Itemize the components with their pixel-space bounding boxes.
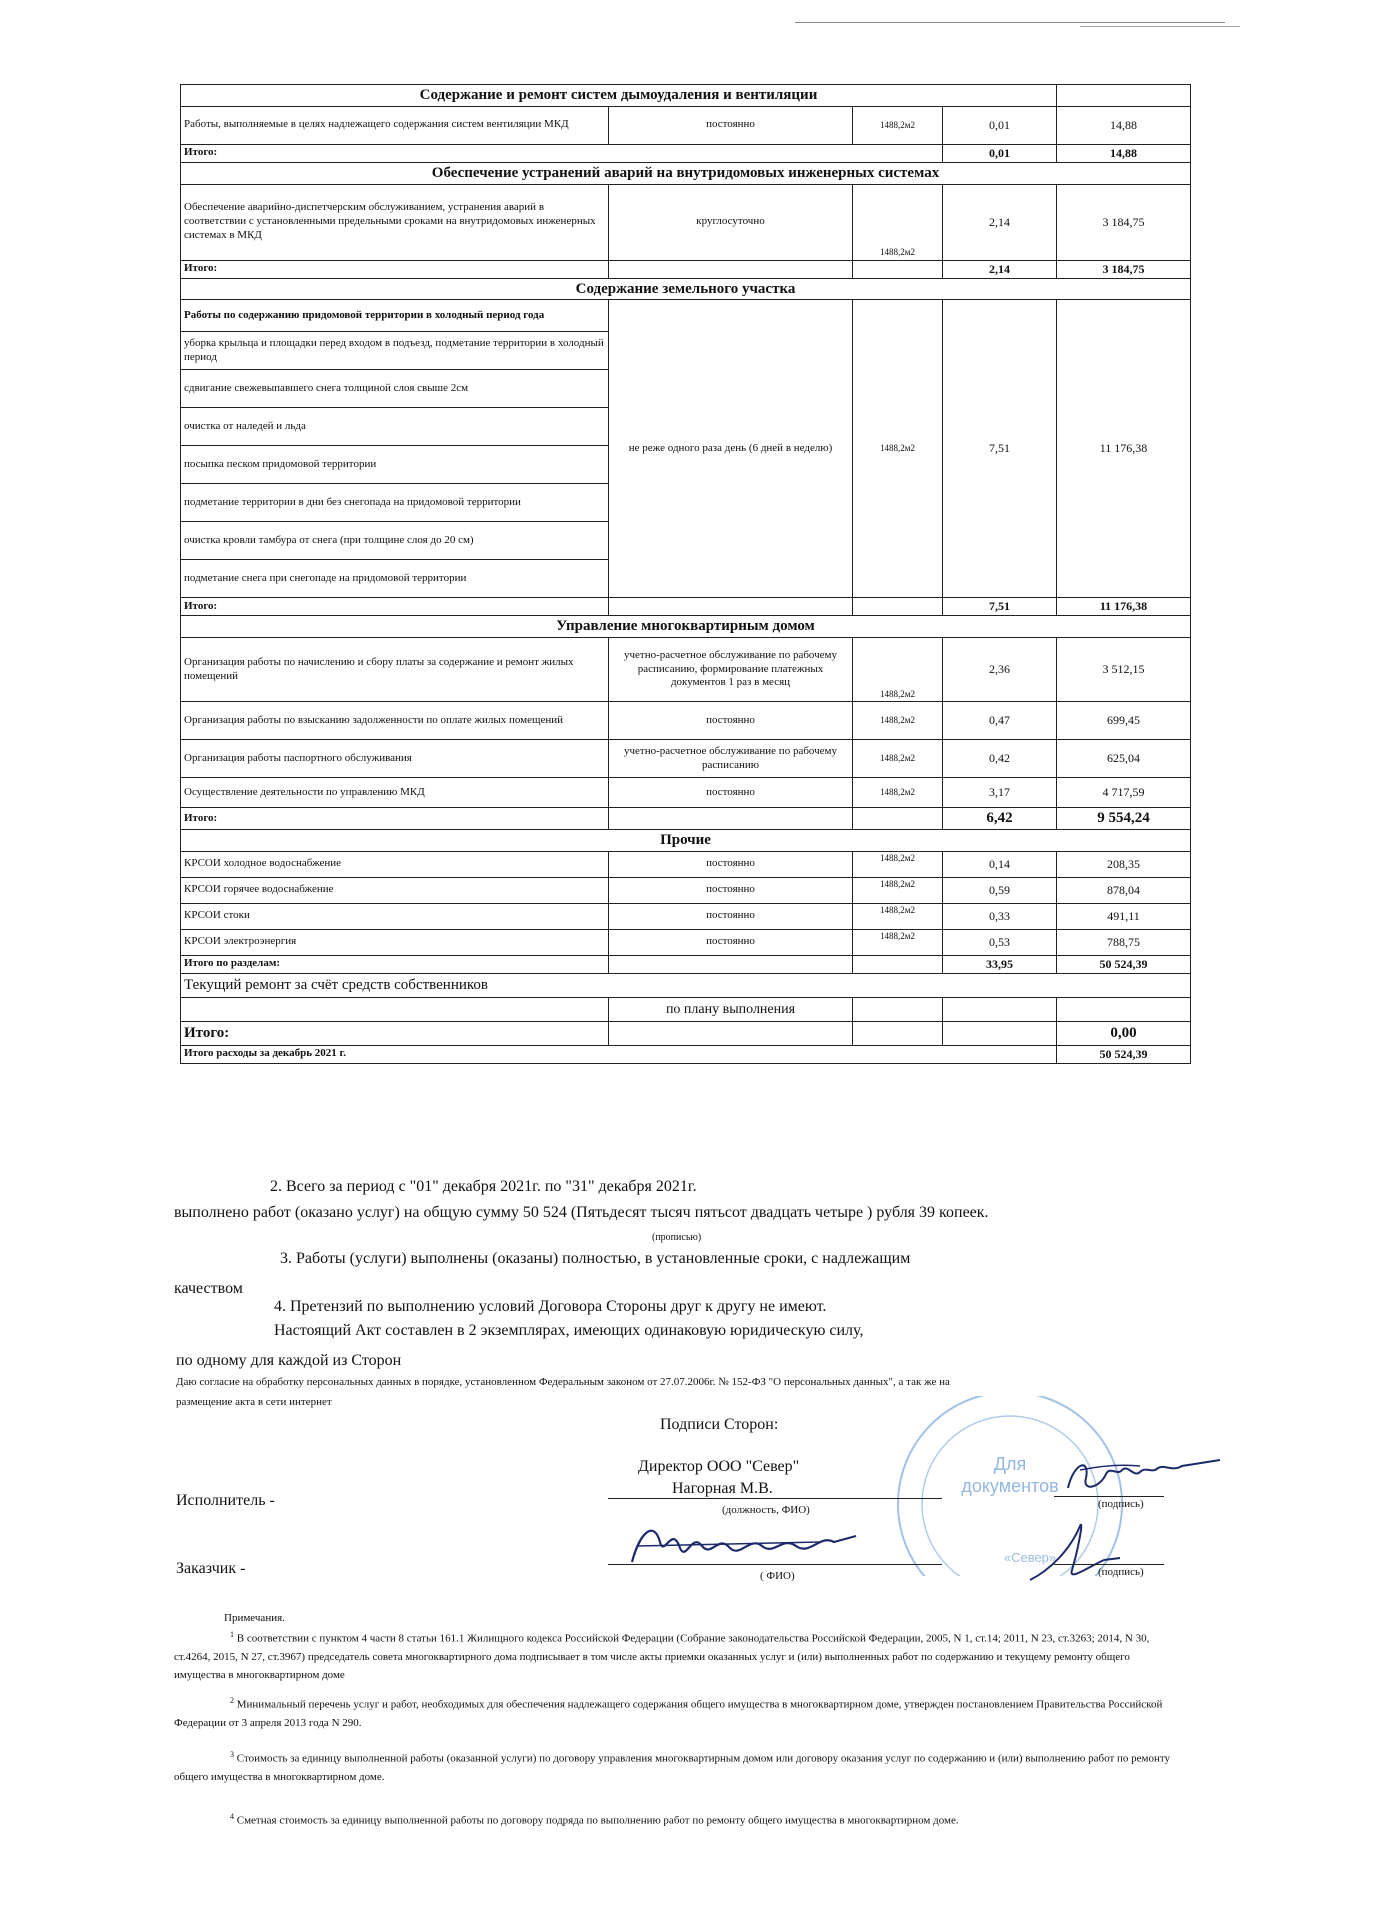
- note-text: Стоимость за единицу выполненной работы (оказанной услуги) по договору управления многоквартирным домом или договору оказания услуг по содержанию и (или) выполнению работ по ремонту общего имущества в многоквартирном доме.: [174, 1752, 1171, 1783]
- section-title: Содержание земельного участка: [181, 278, 1191, 300]
- stamp-text-3: «Север»: [1003, 1550, 1057, 1565]
- table-row: [181, 740, 1191, 778]
- row-freq: постоянно: [609, 778, 853, 808]
- total-label: Итого:: [181, 1021, 609, 1045]
- grand-total-label: Итого расходы за декабрь 2021 г.: [181, 1045, 1057, 1063]
- row-sum: 14,88: [1057, 106, 1191, 144]
- total-row: [181, 598, 1191, 616]
- row-freq: постоянно: [609, 851, 853, 877]
- row-rate: 0,59: [943, 877, 1057, 903]
- row-area: 1488,2м2: [853, 740, 943, 778]
- executor-label: Исполнитель -: [176, 1492, 275, 1509]
- land-item: посыпка песком придомовой территории: [181, 446, 609, 484]
- paragraph-5: Настоящий Акт составлен в 2 экземплярах, имеющих одинаковую юридическую силу,: [274, 1322, 864, 1339]
- row-freq: учетно-расчетное обслуживание по рабочему расписанию, формирование платежных документов 1 раз в месяц: [609, 638, 853, 702]
- section-header-smoke: [181, 85, 1191, 107]
- total-sum: 9 554,24: [1057, 808, 1191, 830]
- note-2: [174, 1694, 1184, 1732]
- note-marker: 1: [230, 1630, 234, 1639]
- note-marker: 2: [230, 1696, 234, 1705]
- row-name: Организация работы по взысканию задолженности по оплате жилых помещений: [181, 702, 609, 740]
- total-label: Итого по разделам:: [181, 955, 609, 973]
- signatures-heading: Подписи Сторон:: [660, 1416, 779, 1433]
- director-title: Директор ООО "Север": [638, 1458, 800, 1475]
- executor-line: [608, 1498, 942, 1499]
- row-freq: учетно-расчетное обслуживание по рабочему расписанию: [609, 740, 853, 778]
- section-header-repair: [181, 973, 1191, 997]
- row-freq: постоянно: [609, 702, 853, 740]
- row-name: КРСОИ электроэнергия: [181, 929, 609, 955]
- table-row: [181, 778, 1191, 808]
- section-title: Текущий ремонт за счёт средств собственников: [181, 973, 1191, 997]
- total-row: [181, 808, 1191, 830]
- row-sum: 491,11: [1057, 903, 1191, 929]
- signature-caption-2: (подпись): [1098, 1566, 1144, 1578]
- total-row: [181, 955, 1191, 973]
- total-label: Итого:: [181, 808, 609, 830]
- grand-total-row: [181, 1045, 1191, 1063]
- row-rate: 0,01: [943, 106, 1057, 144]
- section-title: Обеспечение устранений аварий на внутридомовых инженерных системах: [181, 162, 1191, 184]
- row-freq: постоянно: [609, 106, 853, 144]
- grand-total-sum: 50 524,39: [1057, 1045, 1191, 1063]
- paragraph-3-cont: качеством: [174, 1280, 243, 1297]
- fio-caption: ( ФИО): [760, 1570, 795, 1582]
- row-name: Организация работы паспортного обслуживания: [181, 740, 609, 778]
- row-sum: 788,75: [1057, 929, 1191, 955]
- row-name: КРСОИ стоки: [181, 903, 609, 929]
- table-row: [181, 638, 1191, 702]
- propisyu-caption: (прописью): [652, 1232, 702, 1243]
- section-title: Содержание и ремонт систем дымоудаления и вентиляции: [181, 85, 1057, 107]
- paragraph-4: 4. Претензий по выполнению условий Договора Стороны друг к другу не имеют.: [274, 1298, 827, 1315]
- row-freq: постоянно: [609, 903, 853, 929]
- customer-signature-line: [1054, 1564, 1164, 1565]
- row-area: 1488,2м2: [853, 877, 943, 903]
- stamp-text-2: документов: [961, 1476, 1059, 1496]
- note-1: [174, 1628, 1184, 1684]
- total-rate: 7,51: [943, 598, 1057, 616]
- note-4: [174, 1810, 1184, 1830]
- land-rate: 7,51: [943, 300, 1057, 598]
- total-sum: 3 184,75: [1057, 260, 1191, 278]
- row-rate: 2,36: [943, 638, 1057, 702]
- row-rate: 2,14: [943, 184, 1057, 260]
- note-marker: 3: [230, 1750, 234, 1759]
- act-table: [180, 84, 1191, 1064]
- row-area: 1488,2м2: [853, 638, 943, 702]
- land-item: очистка кровли тамбура от снега (при толщине слоя до 20 см): [181, 522, 609, 560]
- row-sum: 3 512,15: [1057, 638, 1191, 702]
- total-sum: 14,88: [1057, 144, 1191, 162]
- land-item: подметание территории в дни без снегопада на придомовой территории: [181, 484, 609, 522]
- row-sum: 208,35: [1057, 851, 1191, 877]
- note-3: [174, 1748, 1184, 1786]
- customer-signature: [1020, 1510, 1130, 1590]
- row-freq: круглосуточно: [609, 184, 853, 260]
- total-sum: 0,00: [1057, 1021, 1191, 1045]
- row-name: Организация работы по начислению и сбору платы за содержание и ремонт жилых помещений: [181, 638, 609, 702]
- row-sum: 3 184,75: [1057, 184, 1191, 260]
- land-area: 1488,2м2: [853, 300, 943, 598]
- row-rate: 3,17: [943, 778, 1057, 808]
- row-name: Обеспечение аварийно-диспетчерским обслуживанием, устранения аварий в соответствии с установленными предельными сроками на внутридомовых инженерных системах в МКД: [181, 184, 609, 260]
- row-area: 1488,2м2: [853, 929, 943, 955]
- row-sum: 4 717,59: [1057, 778, 1191, 808]
- row-area: 1488,2м2: [853, 903, 943, 929]
- row-name: Работы, выполняемые в целях надлежащего содержания систем вентиляции МКД: [181, 106, 609, 144]
- land-sum: 11 176,38: [1057, 300, 1191, 598]
- paragraph-3: 3. Работы (услуги) выполнены (оказаны) полностью, в установленные сроки, с надлежащим: [280, 1250, 911, 1267]
- total-label: Итого:: [181, 260, 609, 278]
- table-row: [181, 702, 1191, 740]
- consent-text: Даю согласие на обработку персональных данных в порядке, установленном Федеральным законом от 27.07.2006г. № 152-ФЗ "О персональных данных", а так же на: [176, 1376, 950, 1388]
- executor-signature: [1060, 1448, 1230, 1500]
- note-marker: 4: [230, 1812, 234, 1821]
- signature-caption: (подпись): [1098, 1498, 1144, 1510]
- total-rate: 2,14: [943, 260, 1057, 278]
- paragraph-2: 2. Всего за период с "01" декабря 2021г. по "31" декабря 2021г.: [270, 1178, 697, 1195]
- table-row: [181, 851, 1191, 877]
- row-rate: 0,42: [943, 740, 1057, 778]
- paragraph-2-cont: выполнено работ (оказано услуг) на общую сумму 50 524 (Пятьдесят тысяч пятьсот двадцать четыре ) рубля 39 копеек.: [174, 1204, 989, 1221]
- section-header-emergency: [181, 162, 1191, 184]
- row-area: 1488,2м2: [853, 702, 943, 740]
- row-area: 1488,2м2: [853, 106, 943, 144]
- total-row: [181, 260, 1191, 278]
- total-rate: 0,01: [943, 144, 1057, 162]
- land-item: подметание снега при снегопаде на придомовой территории: [181, 560, 609, 598]
- land-freq: не реже одного раза день (6 дней в неделю): [609, 300, 853, 598]
- row-freq: постоянно: [609, 929, 853, 955]
- row-name: КРСОИ холодное водоснабжение: [181, 851, 609, 877]
- row-rate: 0,33: [943, 903, 1057, 929]
- total-row: [181, 144, 1191, 162]
- section-header-land: [181, 278, 1191, 300]
- row-rate: 0,14: [943, 851, 1057, 877]
- row-area: 1488,2м2: [853, 851, 943, 877]
- customer-label: Заказчик -: [176, 1560, 246, 1577]
- table-row: [181, 300, 1191, 332]
- total-label: Итого:: [181, 144, 943, 162]
- land-item: очистка от наледей и льда: [181, 408, 609, 446]
- customer-line: [608, 1564, 942, 1565]
- row-freq: постоянно: [609, 877, 853, 903]
- row-name: Осуществление деятельности по управлению МКД: [181, 778, 609, 808]
- position-caption: (должность, ФИО): [722, 1504, 810, 1516]
- row-rate: 0,53: [943, 929, 1057, 955]
- director-name: Нагорная М.В.: [672, 1480, 773, 1497]
- customer-name-handwritten: [620, 1512, 870, 1572]
- land-item: уборка крыльца и площадки перед входом в подъезд, подметание территории в холодный период: [181, 332, 609, 370]
- table-row: [181, 997, 1191, 1021]
- note-text: Минимальный перечень услуг и работ, необходимых для обеспечения надлежащего содержания общего имущества в многоквартирном доме, утвержден постановлением Правительства Российской Федерации от 3 апреля 2013 года N 290.: [174, 1698, 1163, 1729]
- row-sum: 699,45: [1057, 702, 1191, 740]
- notes-title: Примечания.: [224, 1612, 285, 1624]
- row-sum: 625,04: [1057, 740, 1191, 778]
- total-rate: 33,95: [943, 955, 1057, 973]
- total-sum: 50 524,39: [1057, 955, 1191, 973]
- note-text: Сметная стоимость за единицу выполненной работы по договору подряда по выполнению работ по ремонту общего имущества в многоквартирном доме.: [236, 1814, 959, 1827]
- table-row: [181, 877, 1191, 903]
- consent-text-cont: размещение акта в сети интернет: [176, 1396, 332, 1408]
- row-area: 1488,2м2: [853, 778, 943, 808]
- total-label: Итого:: [181, 598, 609, 616]
- land-item: сдвигание свежевыпавшего снега толщиной слоя свыше 2см: [181, 370, 609, 408]
- total-row: [181, 1021, 1191, 1045]
- top-rule: [795, 22, 1225, 23]
- repair-freq: по плану выполнения: [609, 997, 853, 1021]
- total-sum: 11 176,38: [1057, 598, 1191, 616]
- table-row: [181, 106, 1191, 144]
- row-area: 1488,2м2: [853, 184, 943, 260]
- section-header-management: [181, 616, 1191, 638]
- note-text: В соответствии с пунктом 4 части 8 статьи 161.1 Жилищного кодекса Российской Федерации (Собрание законодательства Российской Федерации, 2005, N 1, ст.14; 2011, N 23, ст.3263; 2014, N 30, ст.4264, 2015, N 27, ст.3967) председатель совета многоквартирного дома подписывает в том числе акты приемки оказанных услуг и (или) выполненных работ по содержанию и текущему ремонту общего имущества в многоквартирном доме: [174, 1632, 1150, 1681]
- row-rate: 0,47: [943, 702, 1057, 740]
- section-header-other: [181, 830, 1191, 852]
- land-subheader: Работы по содержанию придомовой территории в холодный период года: [181, 300, 609, 332]
- paragraph-5-cont: по одному для каждой из Сторон: [176, 1352, 402, 1369]
- top-rule-2: [1080, 26, 1240, 27]
- section-title: Управление многоквартирным домом: [181, 616, 1191, 638]
- row-name: КРСОИ горячее водоснабжение: [181, 877, 609, 903]
- table-row: [181, 929, 1191, 955]
- table-row: [181, 184, 1191, 260]
- row-sum: 878,04: [1057, 877, 1191, 903]
- stamp-text-1: Для: [993, 1454, 1027, 1474]
- total-rate: 6,42: [943, 808, 1057, 830]
- table-row: [181, 903, 1191, 929]
- section-title: Прочие: [181, 830, 1191, 852]
